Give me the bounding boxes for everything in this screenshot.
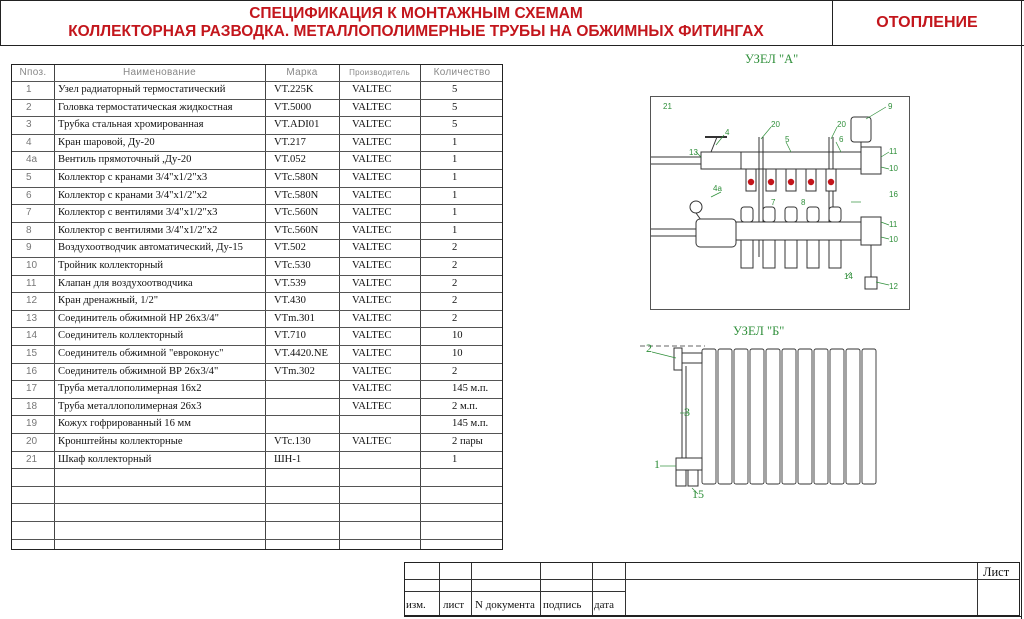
stamp-signature: подпись [543, 599, 582, 611]
callout-a-3: 5 [785, 135, 790, 144]
node-b-label: УЗЕЛ "Б" [733, 324, 785, 338]
table-cell-qty: 2 пары [452, 436, 483, 447]
table-cell-maker: VALTEC [352, 242, 392, 254]
table-cell-mark: ШН-1 [274, 453, 302, 465]
table-cell-maker: VALTEC [352, 330, 392, 342]
table-cell-mark: VTc.560N [274, 224, 319, 236]
table-cell-pos: 9 [26, 242, 32, 254]
table-cell-qty: 5 [452, 101, 458, 113]
table-cell-qty: 5 [452, 84, 458, 95]
table-cell-maker: VALTEC [352, 295, 392, 307]
table-cell-maker: VALTEC [352, 383, 392, 395]
callout-b-3: 15 [692, 487, 704, 501]
table-cell-name: Коллектор с вентилями 3/4"х1/2"х3 [58, 207, 218, 219]
table-cell-name: Шкаф коллекторный [58, 453, 152, 465]
table-cell-mark: VTm.302 [274, 365, 315, 377]
callout-a-15: 10 [889, 235, 898, 244]
table-cell-mark: VT.710 [274, 330, 306, 342]
table-cell-pos: 1 [26, 84, 32, 95]
specification-table [11, 64, 503, 550]
callout-a-12: 7 [771, 198, 776, 207]
table-cell-name: Кожух гофрированный 16 мм [58, 418, 191, 430]
header-name: Наименование [123, 67, 196, 78]
table-cell-maker: VALTEC [352, 436, 392, 447]
table-cell-pos: 12 [26, 295, 38, 307]
header-maker: Производитель [349, 68, 410, 77]
header-bottom-line [0, 45, 1024, 46]
sheet-label: Лист [983, 565, 1010, 579]
table-cell-pos: 4 [26, 136, 32, 148]
callout-b-1: 3 [684, 405, 690, 419]
table-cell-name: Головка термостатическая жидкостная [58, 101, 233, 113]
radiator-drawing-b [640, 338, 900, 503]
table-cell-name: Трубка стальная хромированная [58, 119, 204, 131]
table-cell-qty: 2 [452, 277, 458, 289]
table-cell-qty: 10 [452, 330, 463, 342]
header-pos: Nпоз. [19, 67, 47, 78]
table-cell-mark: VTc.580N [274, 189, 319, 201]
table-cell-mark: VT.225K [274, 84, 314, 95]
table-cell-name: Коллектор с кранами 3/4"х1/2"х3 [58, 172, 208, 183]
callout-a-1: 9 [888, 102, 893, 111]
callout-a-2: 20 [771, 120, 780, 129]
table-cell-maker: VALTEC [352, 101, 392, 113]
table-cell-pos: 3 [26, 119, 32, 131]
page-title-line1: СПЕЦИФИКАЦИЯ К МОНТАЖНЫМ СХЕМАМ [249, 5, 583, 22]
table-cell-mark: VTc.580N [274, 172, 319, 183]
callout-a-6: 4 [725, 128, 730, 137]
table-cell-name: Узел радиаторный термостатический [58, 84, 226, 95]
table-cell-name: Соединитель обжимной ВР 26х3/4" [58, 365, 219, 377]
table-cell-name: Соединитель коллекторный [58, 330, 184, 342]
table-cell-pos: 19 [26, 418, 38, 430]
table-cell-pos: 13 [26, 312, 38, 324]
callout-a-8: 11 [889, 147, 898, 156]
stamp-izm: изм. [406, 599, 426, 611]
callout-a-4: 20 [837, 120, 846, 129]
table-cell-mark: VTc.530 [274, 260, 311, 271]
table-cell-pos: 16 [26, 365, 38, 377]
table-cell-qty: 1 [452, 172, 458, 183]
stamp-doc-number: N документа [475, 599, 535, 611]
page-title-line2: КОЛЛЕКТОРНАЯ РАЗВОДКА. МЕТАЛЛОПОЛИМЕРНЫЕ ТРУБЫ НА ОБЖИМНЫХ ФИТИНГАХ [68, 23, 764, 40]
table-cell-pos: 21 [26, 453, 38, 465]
table-cell-maker: VALTEC [352, 224, 392, 236]
frame-right [1021, 0, 1022, 619]
table-cell-maker: VALTEC [352, 119, 392, 131]
table-cell-mark: VTm.301 [274, 312, 315, 324]
table-cell-qty: 2 [452, 260, 458, 271]
table-cell-qty: 2 [452, 295, 458, 307]
table-cell-mark: VT.5000 [274, 101, 312, 113]
table-cell-pos: 20 [26, 436, 38, 447]
table-cell-pos: 4а [26, 154, 38, 166]
header-mark: Марка [286, 67, 318, 78]
table-cell-qty: 2 [452, 312, 458, 324]
table-cell-maker: VALTEC [352, 400, 392, 412]
callout-a-5: 6 [839, 135, 844, 144]
stamp-date: дата [594, 599, 615, 611]
table-cell-pos: 11 [26, 277, 37, 289]
callout-a-17: 12 [889, 282, 898, 291]
table-cell-qty: 10 [452, 348, 463, 359]
table-cell-maker: VALTEC [352, 154, 392, 166]
table-cell-maker: VALTEC [352, 189, 392, 201]
callout-b-0: 2 [646, 341, 652, 355]
table-cell-pos: 18 [26, 400, 38, 412]
table-cell-mark: VT.052 [274, 154, 306, 166]
table-cell-name: Труба металлополимерная 16х2 [58, 383, 202, 395]
table-cell-qty: 1 [452, 189, 458, 201]
table-cell-mark: VT.4420.NE [274, 348, 328, 359]
table-cell-pos: 7 [26, 207, 32, 219]
table-cell-mark: VT.ADI01 [274, 119, 320, 131]
node-a-label: УЗЕЛ "А" [745, 52, 799, 66]
table-cell-maker: VALTEC [352, 172, 392, 183]
table-cell-name: Коллектор с кранами 3/4"х1/2"х2 [58, 189, 208, 201]
table-cell-name: Соединитель обжимной НР 26х3/4" [58, 312, 219, 324]
table-cell-pos: 10 [26, 260, 38, 271]
table-cell-qty: 1 [452, 154, 458, 166]
table-cell-maker: VALTEC [352, 277, 392, 289]
table-cell-mark: VT.502 [274, 242, 306, 254]
table-cell-qty: 1 [452, 207, 458, 219]
table-cell-pos: 14 [26, 330, 38, 342]
table-cell-maker: VALTEC [352, 312, 392, 324]
callout-b-2: 1 [654, 457, 660, 471]
table-cell-name: Кран шаровой, Ду-20 [58, 136, 155, 148]
table-cell-name: Воздухоотводчик автоматический, Ду-15 [58, 242, 243, 254]
table-cell-maker: VALTEC [352, 207, 392, 219]
section-title: ОТОПЛЕНИЕ [876, 14, 978, 31]
table-cell-qty: 145 м.п. [452, 418, 489, 430]
frame-top [0, 0, 1024, 1]
table-cell-qty: 2 [452, 242, 458, 254]
table-cell-maker: VALTEC [352, 260, 392, 271]
callout-a-7: 13 [689, 148, 698, 157]
table-cell-qty: 1 [452, 224, 458, 236]
table-cell-pos: 5 [26, 172, 32, 183]
table-cell-pos: 17 [26, 383, 38, 395]
callout-a-14: 11 [889, 220, 898, 229]
manifold-drawing-a [650, 96, 910, 310]
table-cell-qty: 1 [452, 453, 458, 465]
table-cell-name: Труба металлополимерная 26х3 [58, 400, 202, 412]
table-cell-qty: 145 м.п. [452, 383, 489, 395]
table-cell-name: Коллектор с вентилями 3/4"х1/2"х2 [58, 224, 218, 236]
callout-a-13: 8 [801, 198, 806, 207]
table-cell-qty: 5 [452, 119, 458, 131]
table-cell-mark: VT.217 [274, 136, 306, 148]
table-cell-mark: VT.430 [274, 295, 306, 307]
header-qty: Количество [433, 67, 491, 78]
table-cell-maker: VALTEC [352, 348, 392, 359]
callout-a-10: 4а [713, 184, 722, 193]
table-cell-name: Кран дренажный, 1/2" [58, 295, 159, 307]
table-cell-pos: 2 [26, 101, 32, 113]
table-cell-pos: 6 [26, 189, 32, 201]
table-cell-maker: VALTEC [352, 365, 392, 377]
callout-a-0: 21 [663, 102, 672, 111]
table-cell-mark: VTc.130 [274, 436, 311, 447]
frame-bottom [404, 616, 1022, 617]
table-cell-name: Вентиль прямоточный ,Ду-20 [58, 154, 192, 166]
table-cell-mark: VT.539 [274, 277, 306, 289]
table-cell-qty: 2 м.п. [452, 400, 478, 412]
callout-a-11: 16 [889, 190, 898, 199]
table-cell-mark: VTc.560N [274, 207, 319, 219]
table-cell-name: Клапан для воздухоотводчика [58, 277, 193, 289]
table-cell-name: Соединитель обжимной "евроконус" [58, 348, 224, 359]
title-block [404, 562, 1020, 616]
callout-a-16: 14 [844, 272, 853, 281]
table-cell-qty: 2 [452, 365, 458, 377]
stamp-list: лист [443, 599, 465, 611]
table-cell-pos: 15 [26, 348, 38, 359]
table-cell-pos: 8 [26, 224, 32, 236]
table-cell-qty: 1 [452, 136, 458, 148]
table-cell-name: Тройник коллекторный [58, 260, 164, 271]
table-cell-maker: VALTEC [352, 136, 392, 148]
table-cell-name: Кронштейны коллекторные [58, 436, 183, 447]
table-cell-maker: VALTEC [352, 84, 392, 95]
callout-a-9: 10 [889, 164, 898, 173]
